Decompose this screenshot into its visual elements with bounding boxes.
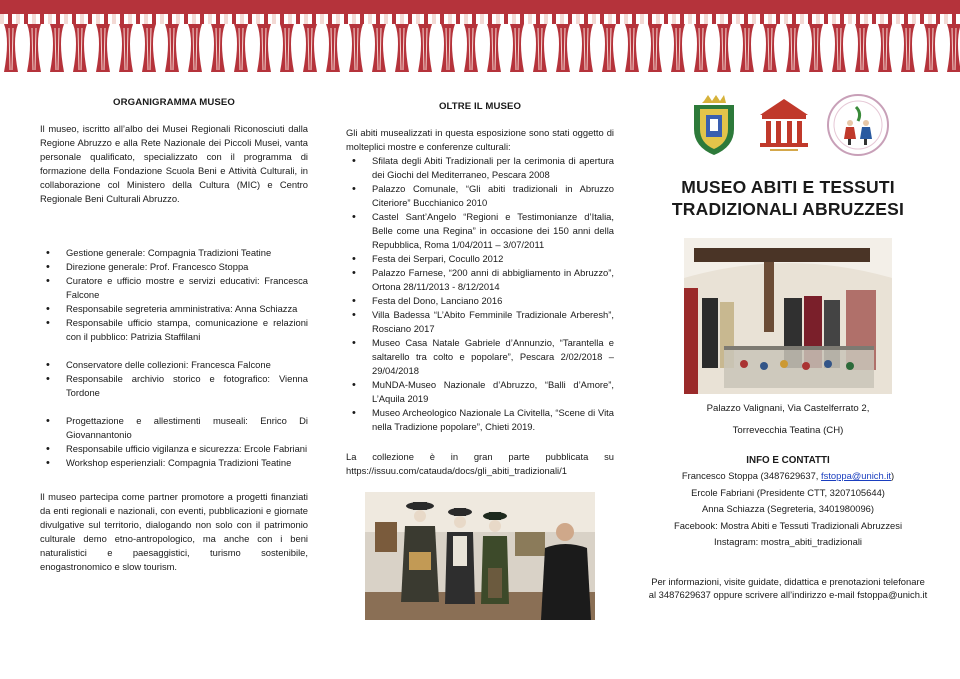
- exhibition-photo: [365, 492, 595, 620]
- logo-row: [648, 90, 928, 160]
- organigram-heading: ORGANIGRAMMA MUSEO: [113, 97, 235, 108]
- list-item: • Sfilata degli Abiti Tradizionali per la cerimonia di apertura dei Giochi del Mediterraneo, Pescara 2008: [346, 154, 614, 182]
- temple-logo: [756, 95, 812, 155]
- contacts-block: [648, 468, 928, 551]
- staff-list-1: [40, 246, 308, 344]
- beyond-museum-intro: Gli abiti musealizzati in questa esposizione sono stati oggetto di molteplici mostre e conferenze culturali:: [346, 127, 614, 152]
- exhibition-hall-photo: [684, 238, 892, 394]
- list-item: • Progettazione e allestimenti museali: Enrico Di Giovannantonio: [40, 414, 308, 442]
- list-item: • Museo Archeologico Nazionale La Civitella, “Scene di Vita nella Tradizione popolare”, Chieti 2019.: [346, 406, 614, 434]
- fringe-border: [0, 0, 960, 80]
- list-item: • Responsabile segreteria amministrativa: Anna Schiazza: [40, 302, 308, 316]
- contact-stoppa-text: Francesco Stoppa (3487629637,: [681, 470, 822, 481]
- collection-note: La collezione è in gran parte pubblicata su https://issuu.com/cataudа/docs/gli_abiti_tradizionali/1: [346, 451, 614, 476]
- list-item: • MuNDA-Museo Nazionale d’Abruzzo, “Balli d’Amore”, L’Aquila 2019: [346, 378, 614, 406]
- list-item: • Festa dei Serpari, Cocullo 2012: [346, 252, 614, 266]
- address-line2: Torrevecchia Teatina (CH): [732, 425, 844, 436]
- list-item: • Castel Sant’Angelo “Regioni e Testimonianze d’Italia, Belle come una Regina” in occasione dei 150 anni della Repubblica, Roma 1/04/2011 – 3/07/2011: [346, 210, 614, 252]
- address: [648, 400, 928, 440]
- list-item: • Palazzo Farnese, “200 anni di abbigliamento in Abruzzo”, Ortona 28/11/2013 - 8/12/2014: [346, 266, 614, 294]
- list-item: • Gestione generale: Compagnia Tradizioni Teatine: [40, 246, 308, 260]
- facebook-info: Facebook: Mostra Abiti e Tessuti Tradizionali Abruzzesi: [673, 519, 903, 531]
- list-item: • Curatore e ufficio mostre e servizi educativi: Francesca Falcone: [40, 274, 308, 302]
- list-item: • Palazzo Comunale, “Gli abiti tradizionali in Abruzzo Citeriore” Bucchianico 2010: [346, 182, 614, 210]
- organigram-column: [40, 96, 308, 574]
- contact-stoppa: [648, 468, 928, 485]
- beyond-museum-heading: OLTRE IL MUSEO: [438, 101, 522, 112]
- booking-info: Per informazioni, visite guidate, didattica e prenotazioni telefonare al 3487629637 oppure scrivere all’indirizzo e-mail fstoppa@unich.it: [648, 575, 928, 600]
- list-item: • Responsabile ufficio stampa, comunicazione e relazioni con il pubblico: Patrizia Staffilani: [40, 316, 308, 344]
- list-item: • Responsabile archivio storico e fotografico: Vienna Tordone: [40, 372, 308, 400]
- list-item: • Villa Badessa “L’Abito Femminile Tradizionale Arberesh”, Rosciano 2017: [346, 308, 614, 336]
- coat-of-arms-logo: [686, 93, 742, 157]
- folk-dance-logo: [826, 93, 890, 157]
- info-title: INFO E CONTATTI: [746, 455, 830, 466]
- exhibitions-list: [346, 154, 614, 434]
- instagram-info: Instagram: mostra_abiti_tradizionali: [714, 536, 862, 547]
- staff-list-2: [40, 358, 308, 400]
- address-line1: Palazzo Valignani, Via Castelferrato 2,: [706, 403, 870, 414]
- list-item: • Direzione generale: Prof. Francesco Stoppa: [40, 260, 308, 274]
- museum-title-line2: TRADIZIONALI ABRUZZESI: [671, 199, 905, 219]
- cover-column: [648, 90, 928, 601]
- contact-fabriani: Ercole Fabriani (Presidente CTT, 3207105644): [691, 486, 885, 498]
- list-item: • Museo Casa Natale Gabriele d’Annunzio, “Tarantella e saltarello tra colto e popolare”, Pescara 2/02/2018 – 29/04/2018: [346, 336, 614, 378]
- organigram-intro: Il museo, iscritto all’albo dei Musei Regionali Riconosciuti dalla Regione Abruzzo e alla Rete Nazionale dei Piccoli Musei, vanta personale qualificato, specializzato con il programma di formazione della Fondazione Scuola Beni e Attività Culturali, in collaborazione col Ministero della Cultura (MIC) e Centro Regionale Beni Culturali Abruzzo.: [40, 123, 308, 204]
- list-item: • Festa del Dono, Lanciano 2016: [346, 294, 614, 308]
- email-link[interactable]: fstoppa@unich.it: [821, 470, 892, 481]
- contact-schiazza: Anna Schiazza (Segreteria, 3401980096): [702, 503, 874, 514]
- list-item: • Workshop esperienziali: Compagnia Tradizioni Teatine: [40, 456, 308, 470]
- museum-title-line1: MUSEO ABITI E TESSUTI: [681, 177, 895, 197]
- organigram-outro: Il museo partecipa come partner promotore a progetti finanziati da enti regionali e nazionali, con eventi, pubblicazioni e giornate divulgative sul territorio, dialogando non solo con il patrimonio culturale demo etno-antropologico, ma anche con i beni naturalistici e paesaggistici, turismo sostenibile, enogastronomico e slow tourism.: [40, 491, 308, 572]
- list-item: • Conservatore delle collezioni: Francesca Falcone: [40, 358, 308, 372]
- staff-list-3: [40, 414, 308, 470]
- contact-stoppa-suffix: ): [891, 470, 895, 481]
- list-item: • Responsabile ufficio vigilanza e sicurezza: Ercole Fabriani: [40, 442, 308, 456]
- beyond-museum-column: [346, 100, 614, 620]
- museum-title: [648, 176, 928, 220]
